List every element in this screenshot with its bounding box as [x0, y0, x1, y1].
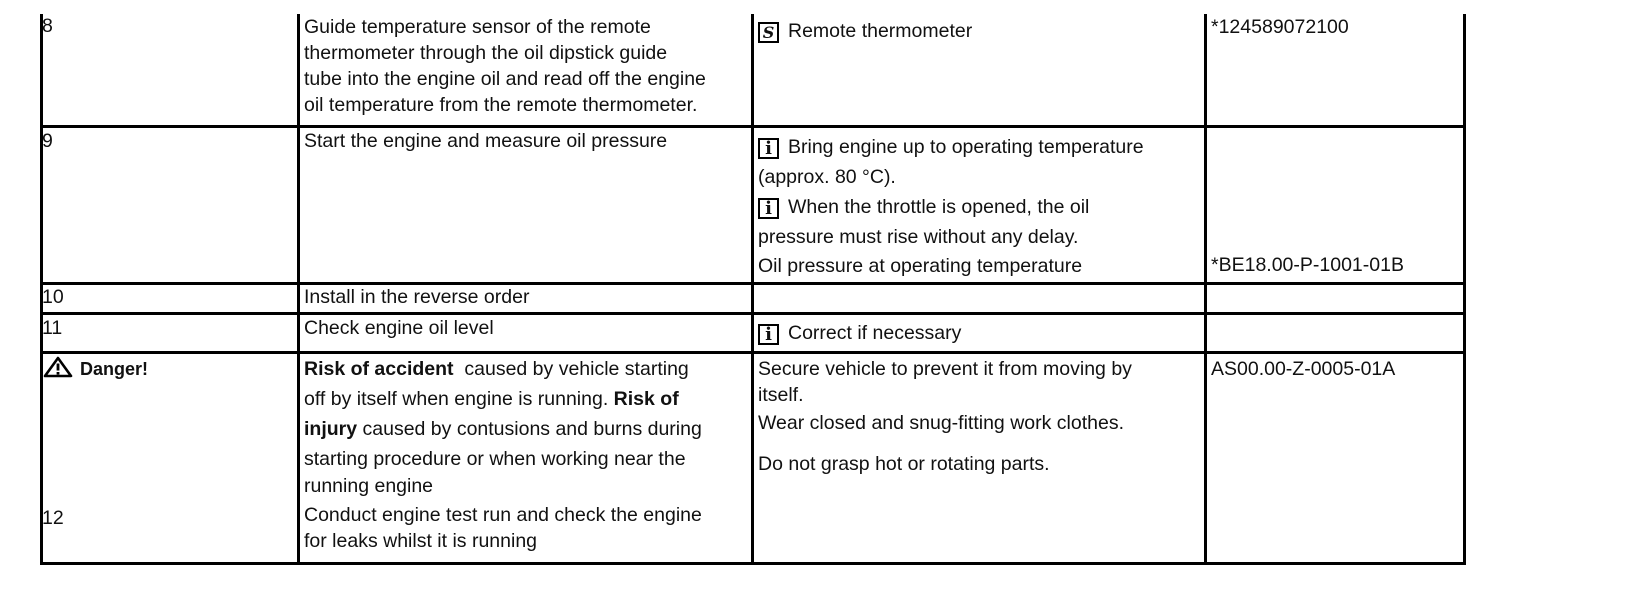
reference-step-9: *BE18.00-P-1001-01B [1211, 254, 1404, 276]
risk-line [304, 414, 702, 444]
column-divider [297, 14, 300, 565]
risk-accident-label: Risk of accident [304, 358, 454, 380]
risk-text: caused by vehicle starting [453, 358, 689, 380]
instruction-step-10: Install in the reverse order [304, 286, 530, 308]
danger-text: Danger! [80, 359, 149, 379]
reference-step-8: *124589072100 [1211, 16, 1349, 38]
instruction-step-12 [304, 502, 702, 554]
note-text: When the throttle is opened, the oil [788, 196, 1090, 218]
notes-step-9 [758, 132, 1144, 280]
risk-line: running engine [304, 475, 434, 497]
repair-instructions-table [40, 14, 1466, 565]
measure-line: Wear closed and snug-fitting work clothes. [758, 412, 1124, 434]
note-line: pressure must rise without any delay. [758, 226, 1079, 248]
danger-reference: AS00.00-Z-0005-01A [1211, 358, 1396, 380]
row-divider [40, 125, 1466, 128]
measure-line: Do not grasp hot or rotating parts. [758, 453, 1050, 475]
risk-line [304, 384, 702, 414]
instruction-step-8 [304, 14, 706, 118]
note-text: Correct if necessary [788, 322, 962, 344]
instruction-line: Conduct engine test run and check the engine [304, 504, 702, 526]
step-number-11: 11 [42, 317, 63, 339]
instruction-line: oil temperature from the remote thermometer. [304, 94, 698, 116]
column-divider [1204, 14, 1207, 565]
danger-measures [758, 354, 1132, 488]
table-border-bottom [40, 562, 1466, 565]
note-line: (approx. 80 °C). [758, 166, 896, 188]
note-line [758, 192, 1144, 222]
risk-injury-label-a: Risk of [613, 388, 679, 410]
step-number-8: 8 [42, 15, 53, 37]
special-tool-icon: S [758, 22, 779, 43]
warning-triangle-icon [43, 356, 73, 378]
instruction-line: thermometer through the oil dipstick guide [304, 42, 668, 64]
danger-label [43, 356, 148, 382]
step-number-9: 9 [42, 130, 53, 152]
column-divider [751, 14, 754, 565]
note-line [758, 132, 1144, 162]
note-step-8 [758, 18, 972, 44]
danger-risk-description [304, 354, 702, 498]
risk-text: caused by contusions and burns during [357, 418, 702, 440]
step-number-12: 12 [42, 507, 64, 529]
risk-line [304, 354, 702, 384]
note-text: Remote thermometer [788, 20, 973, 42]
instruction-line: tube into the engine oil and read off the engine [304, 68, 706, 90]
note-text: Bring engine up to operating temperature [788, 136, 1144, 158]
note-step-11 [758, 320, 961, 346]
instruction-line: Guide temperature sensor of the remote [304, 16, 651, 38]
risk-injury-label-b: injury [304, 418, 358, 440]
measure-line: itself. [758, 384, 804, 406]
instruction-line: for leaks whilst it is running [304, 530, 538, 552]
row-divider [40, 312, 1466, 315]
note-line: Oil pressure at operating temperature [758, 255, 1083, 277]
risk-text: off by itself when engine is running. [304, 388, 609, 410]
step-number-10: 10 [42, 286, 64, 308]
instruction-step-9: Start the engine and measure oil pressure [304, 130, 668, 152]
measure-line: Secure vehicle to prevent it from moving by [758, 358, 1132, 380]
risk-line: starting procedure or when working near the [304, 448, 686, 470]
row-divider [40, 282, 1466, 285]
info-icon: i [758, 198, 779, 219]
table-border-right [1463, 14, 1466, 565]
info-icon: i [758, 324, 779, 345]
instruction-step-11: Check engine oil level [304, 317, 494, 339]
info-icon: i [758, 138, 779, 159]
